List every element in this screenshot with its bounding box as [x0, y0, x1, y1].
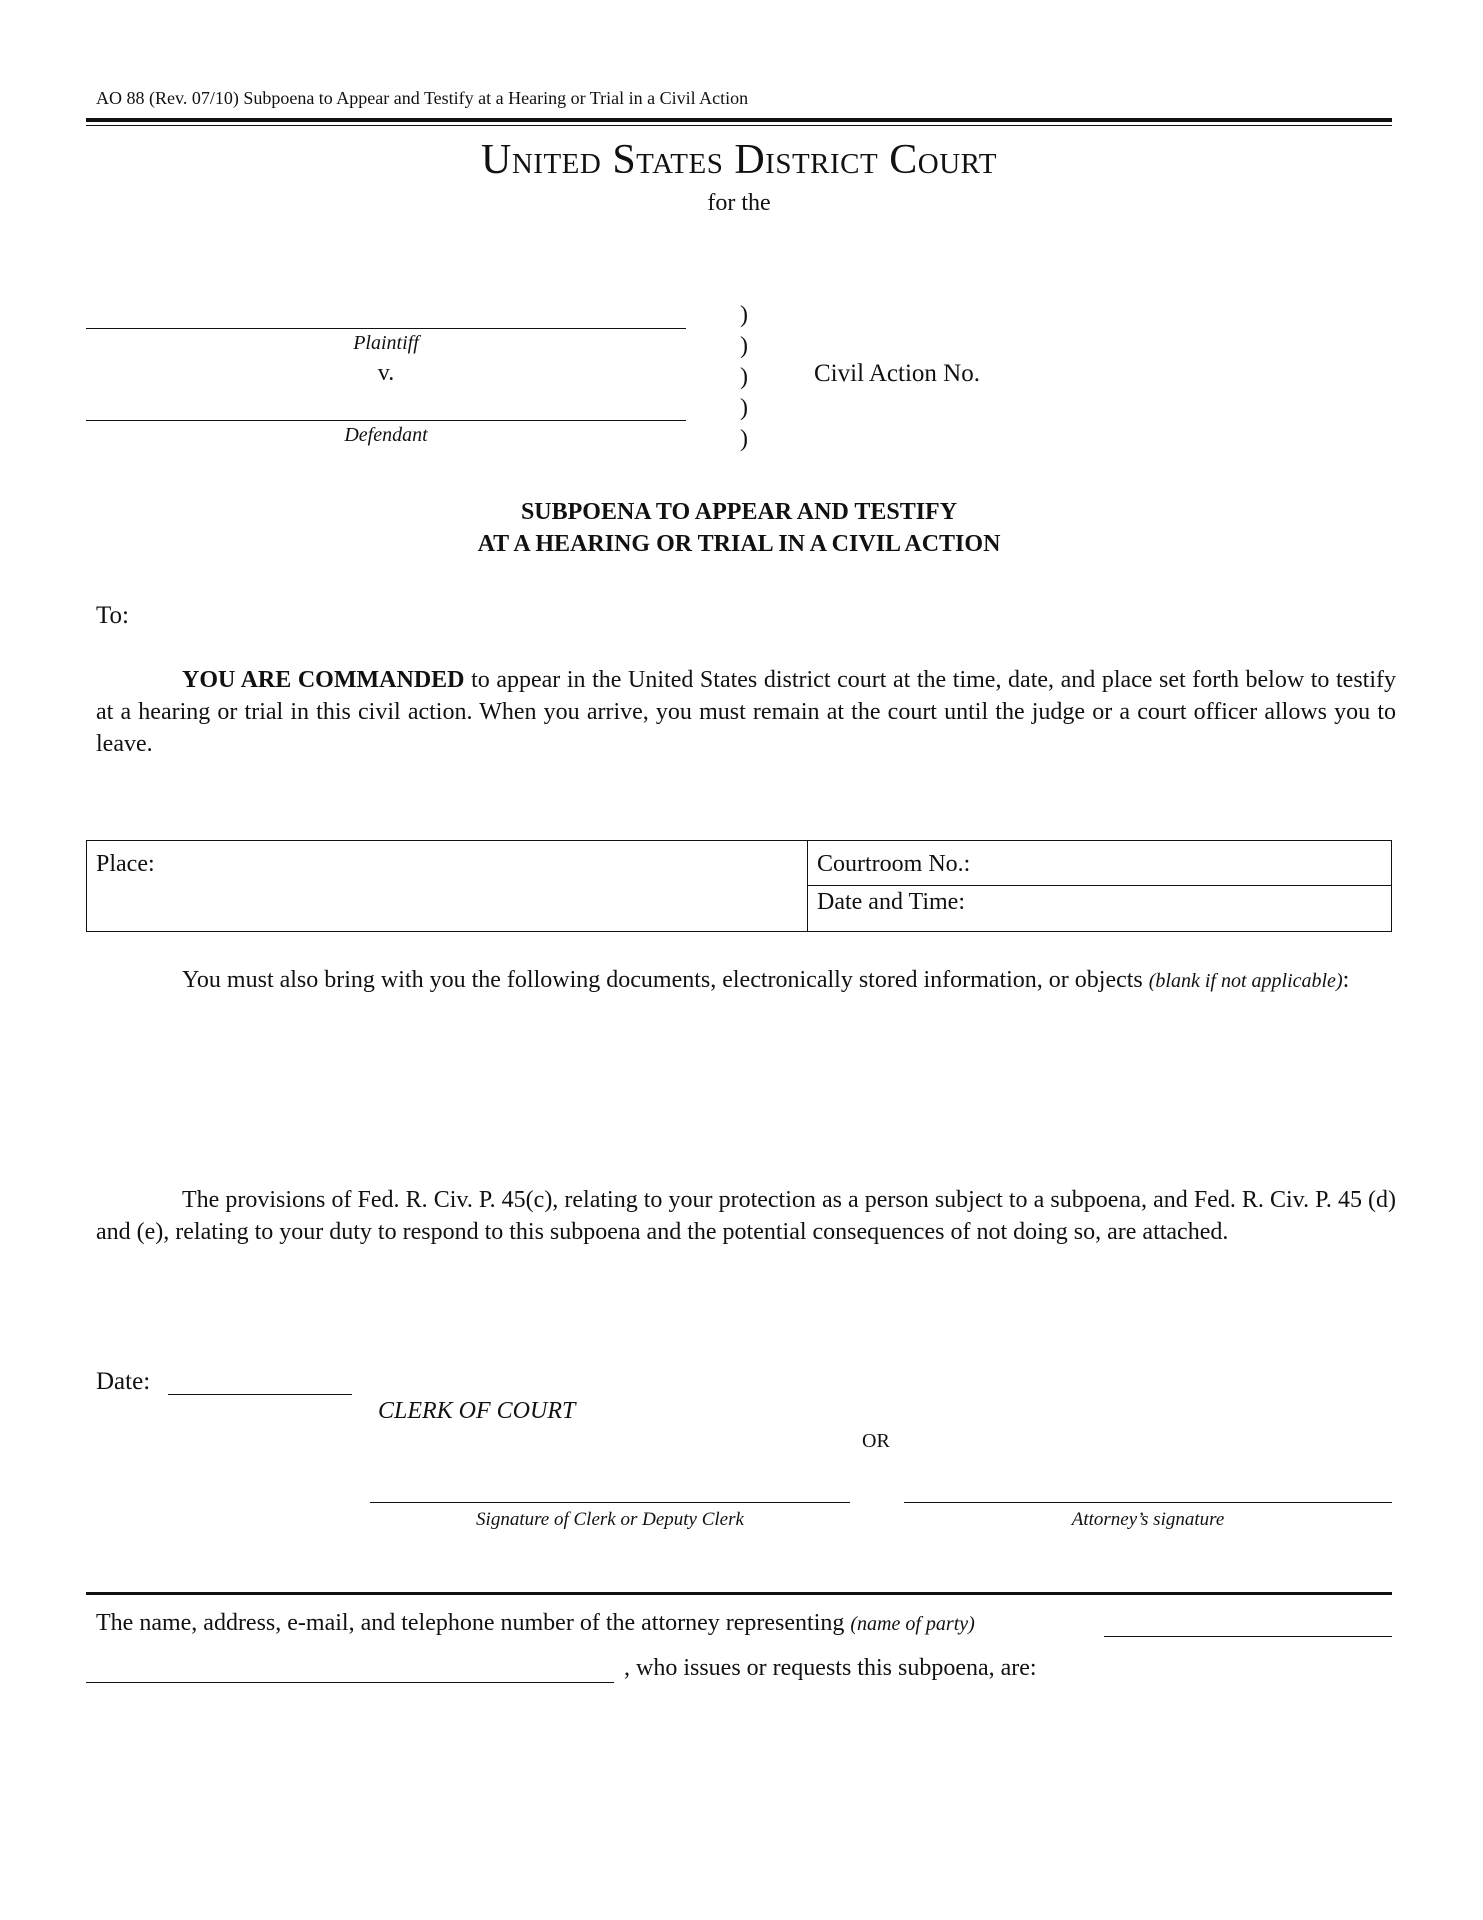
subpoena-title [86, 496, 1392, 560]
table-divider-horizontal [807, 885, 1391, 886]
date-line[interactable] [168, 1394, 352, 1395]
paren: ) [740, 395, 748, 421]
party-name-line[interactable] [1104, 1636, 1392, 1637]
civil-action-no-label: Civil Action No. [814, 360, 980, 387]
plaintiff-label: Plaintiff [353, 332, 419, 354]
party-name-line-continued[interactable] [86, 1682, 614, 1683]
provisions-text: The provisions of Fed. R. Civ. P. 45(c), relating to your protection as a person subject to a subpoena, and Fed. R. Civ. P. 45 (d) and (e), relating to your duty to respond to this subpoena and the potential consequences of not doing so, are attached. [96, 1187, 1396, 1245]
clerk-of-court-label: CLERK OF COURT [378, 1398, 576, 1424]
subpoena-title-line2: AT A HEARING OR TRIAL IN A CIVIL ACTION [477, 531, 1001, 557]
clerk-signature-label: Signature of Clerk or Deputy Clerk [476, 1509, 744, 1530]
paren: ) [740, 364, 748, 390]
date-time-label: Date and Time: [817, 889, 965, 915]
attorney-info-text [96, 1610, 975, 1637]
paren: ) [740, 426, 748, 452]
command-text: to appear in the United States district court at the time, date, and place set forth below to testify at a hearing or trial in this civil action. When you arrive, you must remain at the court until the judge or a court officer allows you to leave. [96, 667, 1397, 757]
versus-label: v. [377, 360, 395, 386]
place-label: Place: [96, 851, 155, 877]
paren: ) [740, 333, 748, 359]
court-title: United States District Court [481, 137, 997, 183]
subpoena-title-line1: SUBPOENA TO APPEAR AND TESTIFY [520, 499, 958, 525]
documents-note: (blank if not applicable) [1148, 970, 1343, 992]
header-rule-thin [86, 125, 1392, 126]
attorney-signature-label: Attorney’s signature [1071, 1509, 1225, 1530]
caption-parens [740, 300, 748, 455]
date-label: Date: [96, 1368, 151, 1395]
form-identifier: AO 88 (Rev. 07/10) Subpoena to Appear and Testify at a Hearing or Trial in a Civil Action [96, 88, 749, 108]
or-label: OR [862, 1430, 890, 1452]
attorney-section-rule [86, 1592, 1392, 1595]
attorney-info-label: The name, address, e-mail, and telephone number of the attorney representing [96, 1610, 851, 1636]
attorney-signature-line[interactable] [904, 1502, 1392, 1503]
plaintiff-line[interactable] [86, 328, 686, 329]
defendant-line[interactable] [86, 420, 686, 421]
courtroom-label: Courtroom No.: [817, 851, 971, 877]
to-label: To: [96, 602, 129, 629]
paren: ) [740, 302, 748, 328]
provisions-paragraph [96, 1184, 1396, 1248]
table-divider-vertical [807, 841, 808, 931]
who-issues-text: , who issues or requests this subpoena, are: [624, 1655, 1037, 1681]
name-of-party-note: (name of party) [850, 1613, 975, 1635]
documents-colon: : [1342, 967, 1350, 993]
documents-paragraph [96, 964, 1396, 997]
header-rule-thick [86, 118, 1392, 122]
court-for-the: for the [707, 190, 771, 216]
appearance-table [86, 840, 1392, 932]
defendant-label: Defendant [344, 424, 428, 446]
documents-text: You must also bring with you the following documents, electronically stored information, or objects [182, 967, 1149, 993]
clerk-signature-line[interactable] [370, 1502, 850, 1503]
command-paragraph [96, 664, 1396, 760]
command-bold: YOU ARE COMMANDED [182, 667, 465, 693]
